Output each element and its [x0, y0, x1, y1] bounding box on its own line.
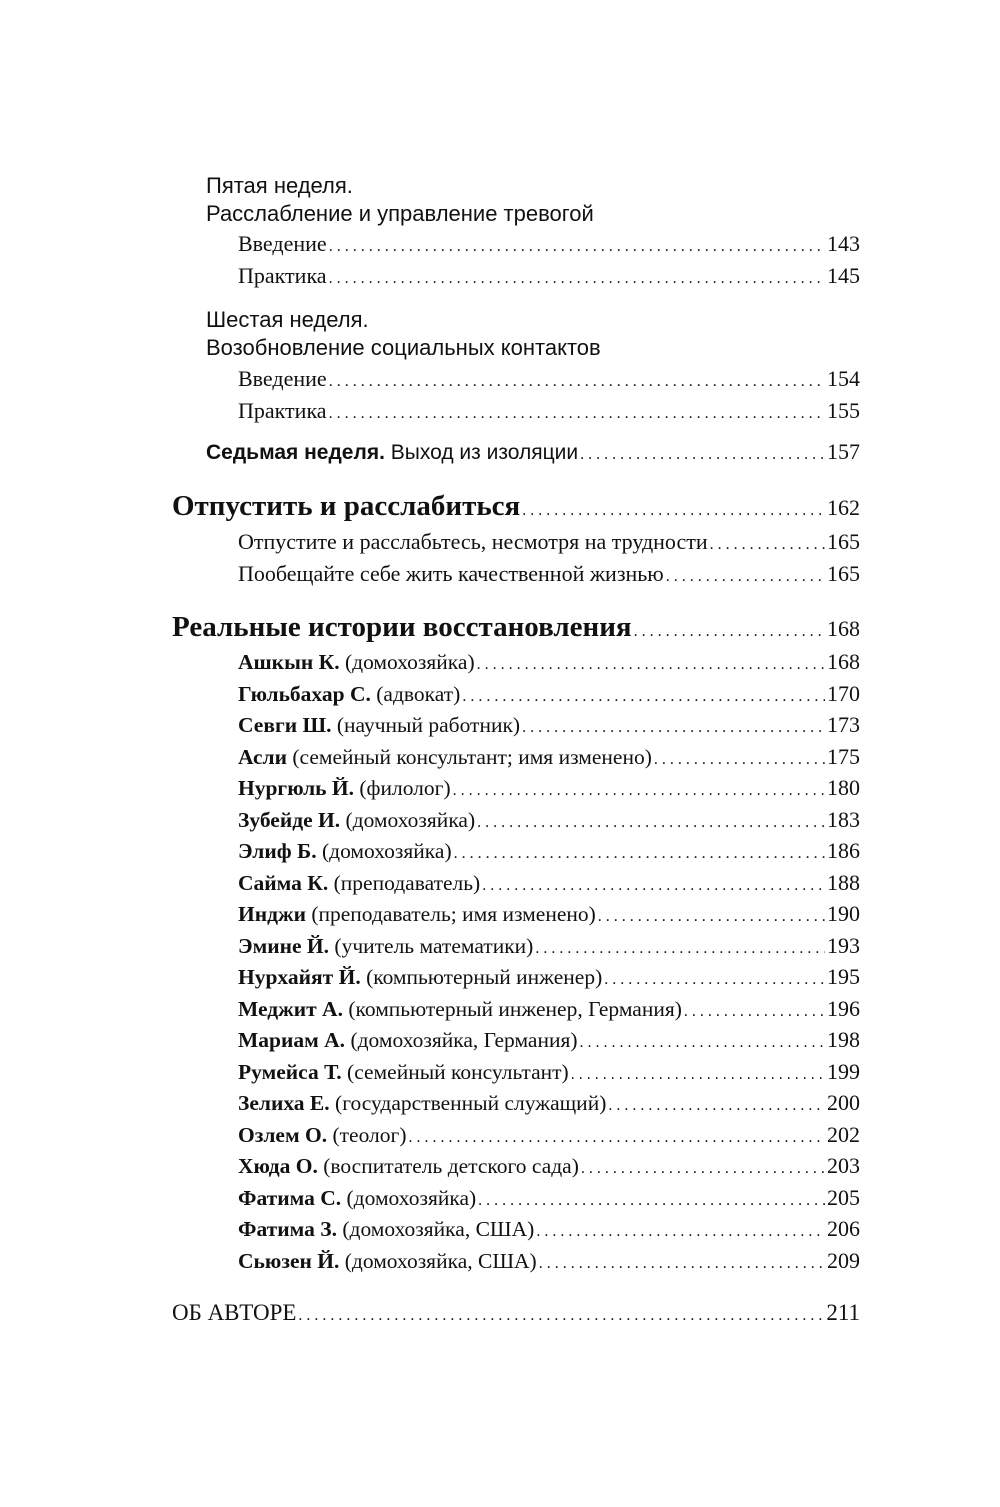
page-number: 170 [827, 681, 860, 706]
story-entry[interactable] [238, 1182, 860, 1217]
page-number: 168 [827, 649, 860, 674]
about-title: ОБ АВТОРЕ [172, 1300, 297, 1325]
story-desc: (преподаватель) [333, 871, 481, 895]
story-name: Ашкын К. [238, 650, 340, 674]
entry-label [238, 1024, 578, 1056]
entry-label [238, 646, 475, 678]
week7-title: Седьмая неделя. [206, 441, 385, 464]
page-number: 196 [827, 996, 860, 1021]
entry-label [238, 898, 596, 930]
page-number: 193 [827, 933, 860, 958]
page-number: 165 [827, 561, 860, 586]
entry-label [238, 709, 520, 741]
story-name: Озлем О. [238, 1123, 328, 1147]
story-desc: (домохозяйка) [345, 808, 476, 832]
story-name: Нургюль Й. [238, 776, 354, 800]
story-desc: (компьютерный инженер, Германия) [348, 997, 682, 1021]
entry-label [238, 741, 652, 773]
toc-part-stories[interactable] [172, 611, 860, 648]
page-number: 143 [827, 231, 860, 256]
page-number: 165 [827, 529, 860, 554]
page-number: 155 [827, 398, 860, 423]
dot-leader [454, 838, 825, 870]
toc-entry[interactable] [238, 526, 860, 561]
entry-label [238, 678, 460, 710]
story-desc: (домохозяйка, США) [344, 1249, 537, 1273]
story-name: Фатима С. [238, 1186, 342, 1210]
story-desc: (филолог) [359, 776, 451, 800]
story-desc: (адвокат) [376, 682, 461, 706]
story-name: Меджит А. [238, 997, 343, 1021]
entry-label: Практика [238, 263, 327, 288]
story-desc: (домохозяйка) [346, 1186, 477, 1210]
week5-subtitle: Расслабление и управление тревогой [206, 201, 594, 226]
page-number: 203 [827, 1153, 860, 1178]
entry-label [206, 437, 578, 469]
entry-label: Отпустите и расслабьтесь, несмотря на трудности [238, 529, 708, 554]
entry-label: Введение [238, 231, 327, 256]
entry-label: Введение [238, 366, 327, 391]
story-entry[interactable] [238, 1087, 860, 1122]
page-number: 200 [827, 1090, 860, 1115]
story-desc: (домохозяйка) [344, 650, 475, 674]
entry-label [238, 1245, 537, 1277]
week6-title: Шестая неделя. [206, 307, 369, 332]
dot-leader [604, 964, 825, 996]
page-number: 198 [827, 1027, 860, 1052]
part-title: Отпустить и расслабиться [172, 490, 521, 522]
story-name: Зубейде И. [238, 808, 341, 832]
dot-leader [329, 231, 825, 263]
dot-leader [477, 649, 825, 681]
story-entry[interactable] [238, 709, 860, 744]
week7-subtitle: Выход из изоляции [390, 441, 579, 464]
page-number: 188 [827, 870, 860, 895]
page-number: 190 [827, 901, 860, 926]
dot-leader [539, 1248, 825, 1280]
story-name: Фатима З. [238, 1217, 337, 1241]
story-entry[interactable] [238, 961, 860, 996]
dot-leader [329, 398, 825, 430]
dot-leader [666, 561, 825, 593]
dot-leader [536, 1216, 825, 1248]
story-entry[interactable] [238, 993, 860, 1028]
week6-subtitle: Возобновление социальных контактов [206, 335, 601, 360]
story-entry[interactable] [238, 1119, 860, 1154]
dot-leader [298, 1300, 824, 1332]
entry-label [238, 772, 451, 804]
story-entry[interactable] [238, 898, 860, 933]
entry-label [238, 961, 602, 993]
dot-leader [608, 1090, 825, 1122]
dot-leader [522, 712, 825, 744]
dot-leader [580, 1027, 826, 1059]
dot-leader [634, 616, 825, 648]
entry-label [238, 993, 682, 1025]
entry-label [238, 1182, 476, 1214]
dot-leader [710, 529, 825, 561]
story-name: Эмине Й. [238, 934, 330, 958]
week5-title: Пятая неделя. [206, 173, 353, 198]
dot-leader [329, 366, 825, 398]
story-desc: (воспитатель детского сада) [323, 1154, 579, 1178]
dot-leader [580, 439, 825, 471]
story-name: Мариам А. [238, 1028, 346, 1052]
story-name: Хюда О. [238, 1154, 318, 1178]
story-name: Сьюзен Й. [238, 1249, 340, 1273]
story-entry[interactable] [238, 804, 860, 839]
page-number: 145 [827, 263, 860, 288]
dot-leader [598, 901, 825, 933]
page-number: 186 [827, 838, 860, 863]
story-entry[interactable] [238, 867, 860, 902]
page-number: 180 [827, 775, 860, 800]
entry-label [238, 867, 480, 899]
entry-label [238, 1150, 579, 1182]
story-entry[interactable] [238, 1213, 860, 1248]
page-number: 183 [827, 807, 860, 832]
page-number: 206 [827, 1216, 860, 1241]
story-desc: (государственный служащий) [335, 1091, 607, 1115]
page-number: 205 [827, 1185, 860, 1210]
toc-part-release[interactable] [172, 490, 860, 527]
toc-entry[interactable] [238, 363, 860, 398]
entry-label [238, 804, 475, 836]
story-desc: (теолог) [332, 1123, 407, 1147]
page-number: 168 [827, 616, 860, 641]
toc-entry[interactable] [238, 228, 860, 263]
entry-label: Практика [238, 398, 327, 423]
entry-label: Пообещайте себе жить качественной жизнью [238, 561, 664, 586]
dot-leader [329, 263, 825, 295]
entry-label [238, 930, 533, 962]
toc-entry-about[interactable] [172, 1297, 860, 1332]
story-desc: (компьютерный инженер) [366, 965, 603, 989]
entry-label [238, 1087, 606, 1119]
entry-label [238, 1056, 569, 1088]
story-entry[interactable] [238, 1024, 860, 1059]
story-entry[interactable] [238, 1056, 860, 1091]
story-name: Асли [238, 745, 287, 769]
story-name: Элиф Б. [238, 839, 317, 863]
page-number: 209 [827, 1248, 860, 1273]
page-number: 199 [827, 1059, 860, 1084]
story-name: Зелиха Е. [238, 1091, 330, 1115]
story-desc: (домохозяйка, США) [342, 1217, 535, 1241]
story-name: Сайма К. [238, 871, 329, 895]
page-number: 211 [826, 1300, 860, 1325]
story-name: Гюльбахар С. [238, 682, 371, 706]
story-name: Румейса Т. [238, 1060, 342, 1084]
story-desc: (учитель математики) [334, 934, 534, 958]
story-entry[interactable] [238, 678, 860, 713]
story-entry[interactable] [238, 835, 860, 870]
dot-leader [522, 495, 825, 527]
toc-entry[interactable] [238, 395, 860, 430]
page-number: 154 [827, 366, 860, 391]
story-desc: (семейный консультант; имя изменено) [292, 745, 652, 769]
toc-entry[interactable] [238, 260, 860, 295]
story-entry[interactable] [238, 1150, 860, 1185]
story-desc: (семейный консультант) [347, 1060, 569, 1084]
story-name: Нурхайят Й. [238, 965, 361, 989]
story-desc: (научный работник) [336, 713, 521, 737]
story-entry[interactable] [238, 772, 860, 807]
page-number: 173 [827, 712, 860, 737]
story-desc: (домохозяйка) [321, 839, 452, 863]
story-desc: (преподаватель; имя изменено) [311, 902, 596, 926]
story-desc: (домохозяйка, Германия) [350, 1028, 578, 1052]
dot-leader [453, 775, 825, 807]
entry-label [238, 1213, 534, 1245]
part-title: Реальные истории восстановления [172, 611, 632, 643]
page-number: 202 [827, 1122, 860, 1147]
entry-label [238, 835, 452, 867]
page-number: 175 [827, 744, 860, 769]
story-name: Инджи [238, 902, 306, 926]
page-number: 162 [827, 495, 860, 520]
story-entry[interactable] [238, 930, 860, 965]
story-name: Севги Ш. [238, 713, 332, 737]
page-number: 195 [827, 964, 860, 989]
dot-leader [581, 1153, 825, 1185]
story-entry[interactable] [238, 1245, 860, 1280]
toc-entry[interactable] [238, 558, 860, 593]
story-entry[interactable] [238, 741, 860, 776]
toc-entry-week7[interactable] [206, 436, 860, 471]
page-number: 157 [827, 439, 860, 464]
story-entry[interactable] [238, 646, 860, 681]
entry-label [238, 1119, 407, 1151]
